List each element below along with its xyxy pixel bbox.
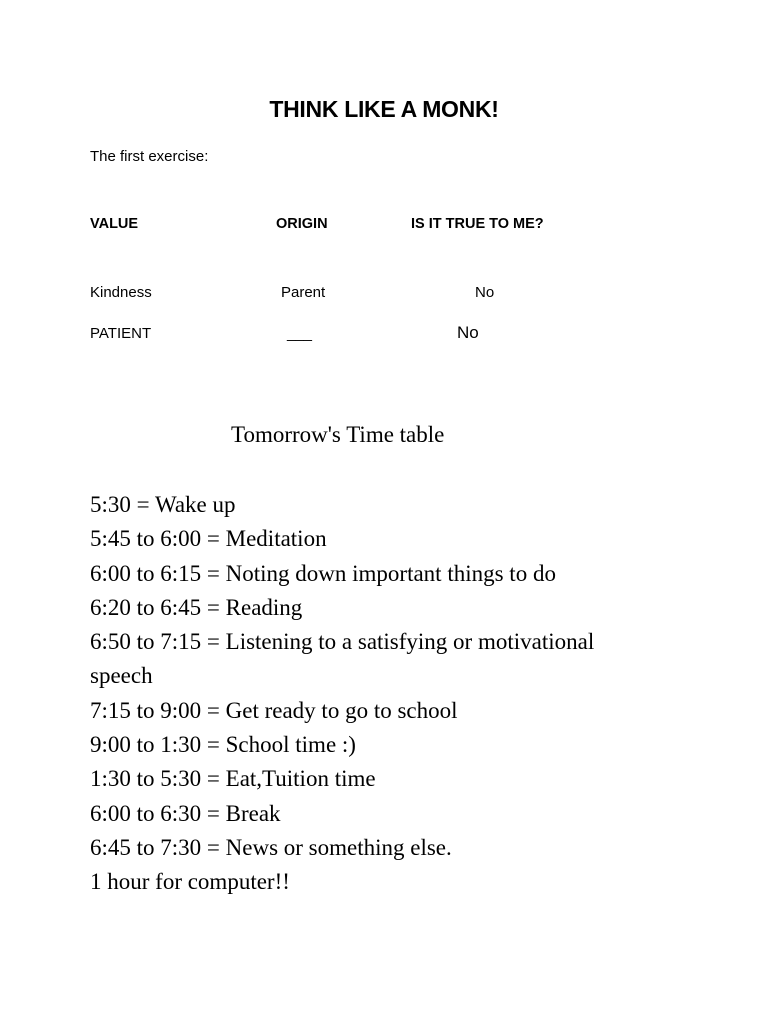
list-item: 6:00 to 6:15 = Noting down important things to do <box>90 560 556 586</box>
list-item: 5:45 to 6:00 = Meditation <box>90 526 327 552</box>
list-item: 6:45 to 7:30 = News or something else. <box>90 834 452 860</box>
document-title: THINK LIKE A MONK! <box>269 96 499 122</box>
list-item: 7:15 to 9:00 = Get ready to go to school <box>90 697 458 723</box>
list-item: 5:30 = Wake up <box>90 492 236 517</box>
table-cell-origin-2: ___ <box>287 325 313 342</box>
table-cell-true-1: No <box>475 284 495 301</box>
table-cell-origin-1: Parent <box>281 284 326 301</box>
timetable-list <box>90 488 650 900</box>
table-header-value: VALUE <box>90 216 139 232</box>
list-item: 9:00 to 1:30 = School time :) <box>90 732 356 758</box>
list-item: 6:20 to 6:45 = Reading <box>90 594 303 620</box>
list-item: 1:30 to 5:30 = Eat,Tuition time <box>90 766 376 792</box>
list-item: 1 hour for computer!! <box>90 869 290 895</box>
table-header-origin: ORIGIN <box>276 216 328 232</box>
table-cell-value-1: Kindness <box>90 284 152 301</box>
intro-text: The first exercise: <box>90 148 209 165</box>
timetable-title: Tomorrow's Time table <box>231 422 445 447</box>
table-cell-true-2: No <box>457 323 479 342</box>
list-item: 6:00 to 6:30 = Break <box>90 800 281 826</box>
table-cell-value-2: PATIENT <box>90 325 152 342</box>
table-header-is-true: IS IT TRUE TO ME? <box>411 216 544 232</box>
list-item: 6:50 to 7:15 = Listening to a satisfying or motivational speech <box>90 629 595 689</box>
